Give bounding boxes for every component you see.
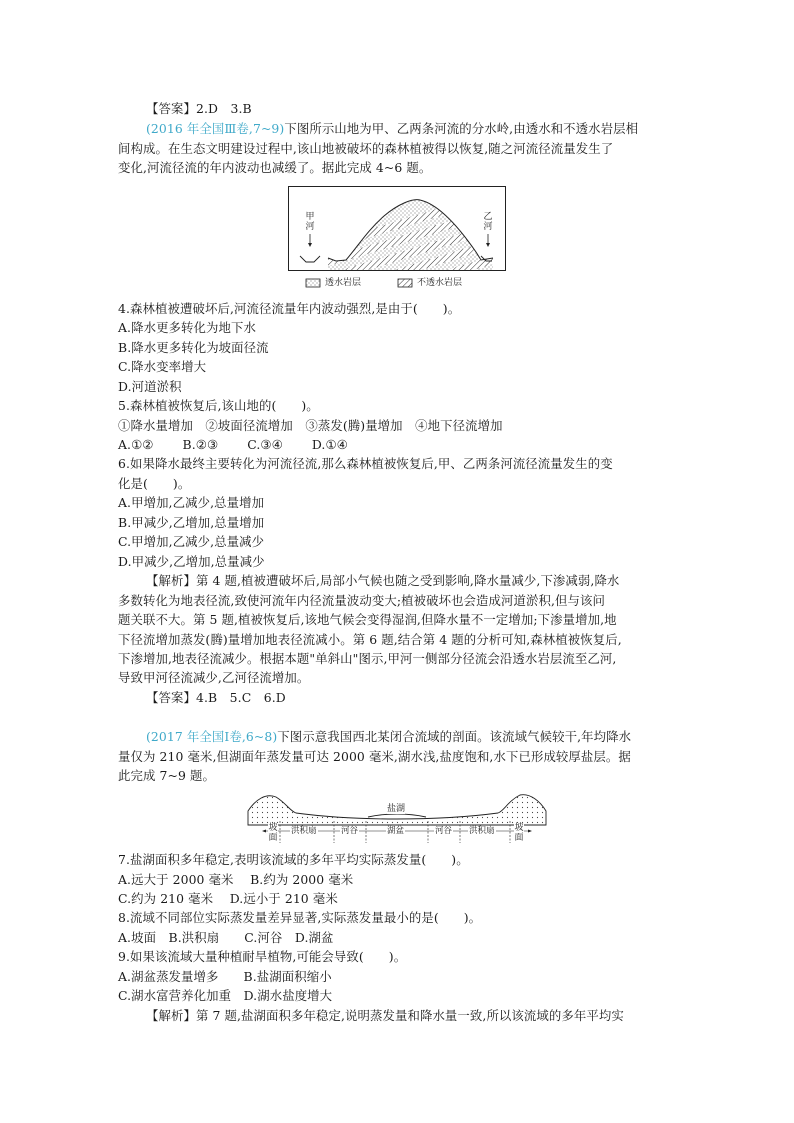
q7-9-intro-line1: (2017 年全国Ⅰ卷,6~8)下图示意我国西北某闭合流域的剖面。该流域气候较干,年均降水 <box>146 729 632 744</box>
figure-closed-basin-profile <box>246 791 548 843</box>
q4-stem: 4.森林植被遭破坏后,河流径流量年内波动强烈,是由于( )。 <box>118 301 461 316</box>
q7-options-cd: C.约为 210 毫米 D.远小于 210 毫米 <box>118 891 338 906</box>
q4-option-a: A.降水更多转化为地下水 <box>118 320 256 335</box>
explanation-4-6-line2: 多数转化为地表径流,致使河流年内径流量波动变大;植被破坏也会造成河道淤积,但与该问 <box>118 593 605 608</box>
q4-6-intro-line2: 间构成。在生态文明建设过程中,该山地被破坏的森林植被得以恢复,随之河流径流量发生了 <box>118 141 614 156</box>
q5-items: ①降水量增加 ②坡面径流增加 ③蒸发(腾)量增加 ④地下径流增加 <box>118 418 503 433</box>
label-river-yi: 乙河 <box>483 212 493 232</box>
explanation-4-6-line4: 下径流增加蒸发(腾)量增加地表径流减小。第 6 题,结合第 4 题的分析可知,森林植被恢复后, <box>118 632 622 647</box>
q6-option-a: A.甲增加,乙减少,总量增加 <box>118 495 265 510</box>
legend-impermeable-label: 不透水岩层 <box>417 278 463 288</box>
q7-options-ab: A.远大于 2000 毫米 B.约为 2000 毫米 <box>118 872 354 887</box>
q7-9-source: (2017 年全国Ⅰ卷,6~8) <box>146 729 278 744</box>
label-valley-left: 河谷 <box>341 826 359 836</box>
q8-options: A.坡面 B.洪积扇 C.河谷 D.湖盆 <box>118 930 334 945</box>
q5-options: A.①② B.②③ C.③④ D.①④ <box>118 437 348 452</box>
q6-option-b: B.甲减少,乙增加,总量增加 <box>118 515 265 530</box>
q6-stem-line2: 化是( )。 <box>118 476 191 491</box>
q5-stem: 5.森林植被恢复后,该山地的( )。 <box>118 398 319 413</box>
q9-stem: 9.如果该流域大量种植耐旱植物,可能会导致( )。 <box>118 949 407 964</box>
answer-4-6: 【答案】4.B 5.C 6.D <box>146 690 286 705</box>
label-lake-basin: 湖盆 <box>387 826 405 836</box>
q9-options-ab: A.湖盆蒸发量增多 B.盐湖面积缩小 <box>118 969 332 984</box>
label-fan-right: 洪积扇 <box>469 826 495 836</box>
q7-stem: 7.盐湖面积多年稳定,表明该流域的多年平均实际蒸发量( )。 <box>118 852 469 867</box>
label-valley-right: 河谷 <box>435 826 453 836</box>
label-river-jia: 甲河 <box>305 212 315 232</box>
explanation-4-6-line3: 题关联不大。第 5 题,植被恢复后,该地气候会变得湿润,但降水量不一定增加;下渗量增加,地 <box>118 612 617 627</box>
explanation-4-6-line5: 下渗增加,地表径流减少。根据本题"单斜山"图示,甲河一侧部分径流会沿透水岩层流至乙河, <box>118 651 617 666</box>
q7-9-intro-line2: 量仅为 210 毫米,但湖面年蒸发量可达 2000 毫米,湖水浅,盐度饱和,水下已形成较厚盐层。据 <box>118 749 631 764</box>
q8-stem: 8.流域不同部位实际蒸发量差异显著,实际蒸发量最小的是( )。 <box>118 910 482 925</box>
q4-option-b: B.降水更多转化为坡面径流 <box>118 340 269 355</box>
label-slope-left: 坡面 <box>268 823 278 843</box>
legend-permeable-label: 透水岩层 <box>325 278 362 288</box>
legend-permeable-swatch <box>306 279 320 287</box>
answer-2-3: 【答案】2.D 3.B <box>146 101 252 116</box>
explanation-7-9-line1: 【解析】第 7 题,盐湖面积多年稳定,说明蒸发量和降水量一致,所以该流域的多年平均实 <box>146 1008 624 1023</box>
q9-options-cd: C.湖水富营养化加重 D.湖水盐度增大 <box>118 988 333 1003</box>
legend-impermeable-swatch <box>398 279 412 287</box>
q6-stem-line1: 6.如果降水最终主要转化为河流径流,那么森林植被恢复后,甲、乙两条河流径流量发生的变 <box>118 456 613 471</box>
explanation-4-6-line6: 导致甲河径流减少,乙河径流增加。 <box>118 670 310 685</box>
explanation-4-6-line1: 【解析】第 4 题,植被遭破坏后,局部小气候也随之受到影响,降水量减少,下渗减弱,降水 <box>146 573 620 588</box>
figure-monocline-mountain <box>288 186 506 293</box>
q4-6-source: (2016 年全国Ⅲ卷,7~9) <box>146 121 285 136</box>
q4-6-intro-line1: (2016 年全国Ⅲ卷,7~9)下图所示山地为甲、乙两条河流的分水岭,由透水和不透水岩层相 <box>146 121 639 136</box>
q4-6-intro-line3: 变化,河流径流的年内波动也减缓了。据此完成 4~6 题。 <box>118 160 432 175</box>
q4-option-d: D.河道淤积 <box>118 379 182 394</box>
q4-option-c: C.降水变率增大 <box>118 359 207 374</box>
q6-option-d: D.甲减少,乙增加,总量减少 <box>118 554 265 569</box>
label-salt-lake: 盐湖 <box>387 804 406 814</box>
q6-option-c: C.甲增加,乙减少,总量减少 <box>118 534 265 549</box>
label-slope-right: 坡面 <box>514 823 524 843</box>
monocline-diagram <box>288 186 506 293</box>
q7-9-intro-line3: 此完成 7~9 题。 <box>118 768 215 783</box>
label-fan-left: 洪积扇 <box>291 826 317 836</box>
